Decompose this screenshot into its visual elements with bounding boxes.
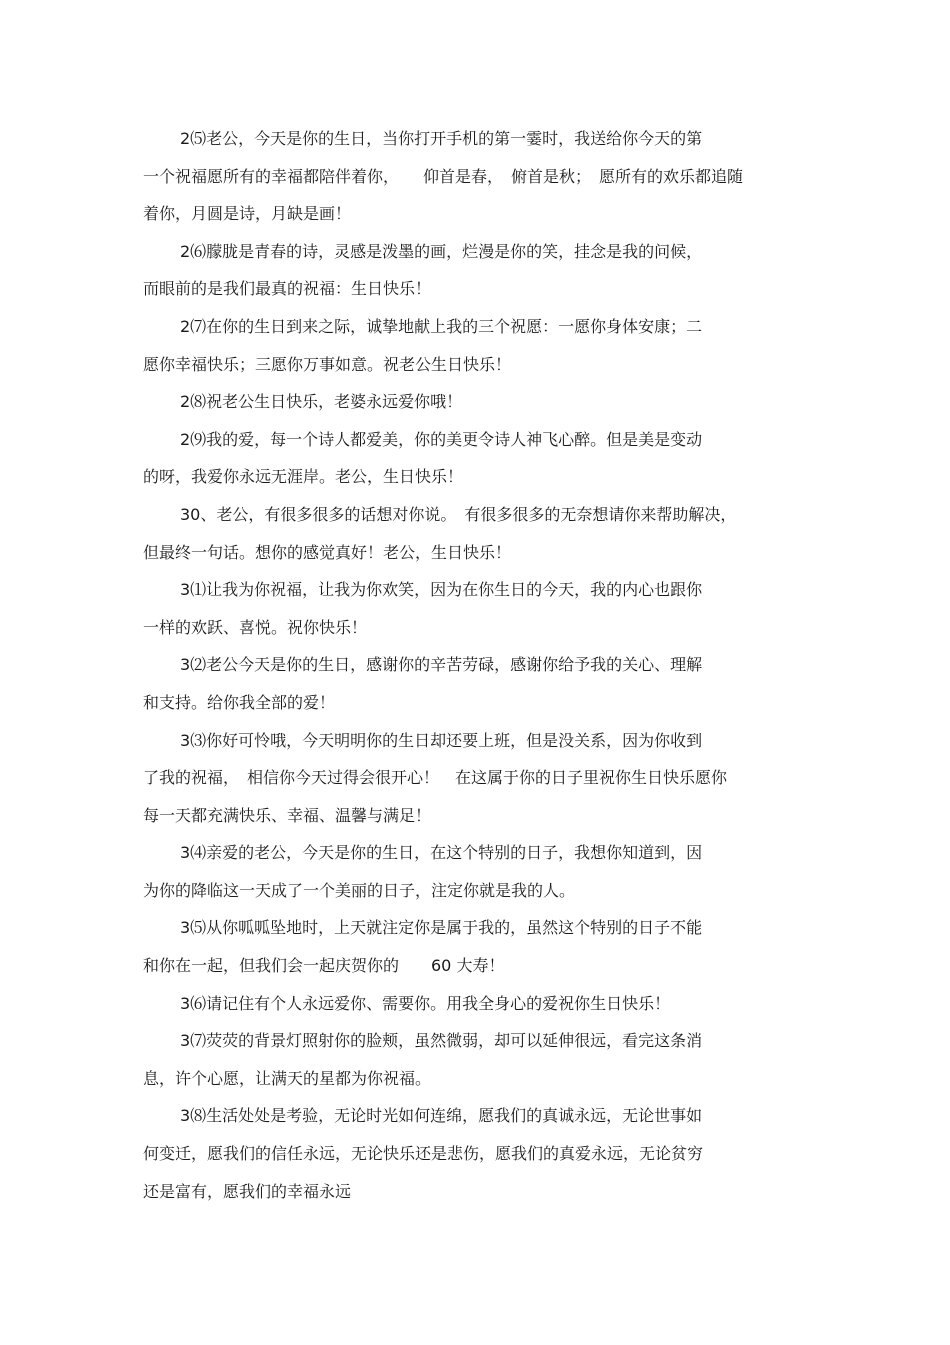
paragraph-34 [143, 834, 808, 909]
paragraph-37 [143, 1022, 808, 1097]
paragraph-31 [143, 571, 808, 646]
text-line: 着你，月圆是诗，月缺是画！ [143, 204, 352, 224]
paragraph-33 [143, 722, 808, 835]
text-line: 每一天都充满快乐、幸福、温馨与满足！ [143, 805, 432, 825]
paragraph-36 [143, 985, 808, 1023]
text-line: 3⑵老公今天是你的生日，感谢你的辛苦劳碌，感谢你给予我的关心、理解 [180, 655, 703, 675]
text-line: 息，许个心愿，让满天的星都为你祝福。 [143, 1068, 432, 1088]
text-line: 2⑻祝老公生日快乐，老婆永远爱你哦！ [180, 392, 463, 412]
paragraph-25 [143, 120, 808, 233]
text-line: 2⑹朦胧是青春的诗，灵感是泼墨的画，烂漫是你的笑，挂念是我的问候， [180, 241, 703, 261]
text-line: 2⑸老公，今天是你的生日，当你打开手机的第一霎时，我送给你今天的第 [180, 129, 703, 148]
document-body [143, 120, 808, 1210]
text-line: 3⑷亲爱的老公，今天是你的生日，在这个特别的日子，我想你知道到，因 [180, 843, 703, 863]
paragraph-30 [143, 496, 808, 571]
text-line: 一样的欢跃、喜悦。祝你快乐！ [143, 617, 368, 637]
text-line: 3⑹请记住有个人永远爱你、需要你。用我全身心的爱祝你生日快乐！ [180, 993, 671, 1013]
text-line: 和你在一起，但我们会一起庆贺你的 60 大寿！ [143, 956, 505, 976]
text-line: 2⑼我的爱，每一个诗人都爱美，你的美更令诗人神飞心醉。但是美是变动 [180, 429, 703, 449]
paragraph-27 [143, 308, 808, 383]
text-line: 3⑶你好可怜哦，今天明明你的生日却还要上班，但是没关系，因为你收到 [180, 730, 703, 750]
paragraph-38 [143, 1097, 808, 1210]
text-line: 的呀，我爱你永远无涯岸。老公，生日快乐！ [143, 467, 464, 487]
text-line: 了我的祝福， 相信你今天过得会很开心！ 在这属于你的日子里祝你生日快乐愿你 [143, 768, 728, 788]
text-line: 3⑻生活处处是考验，无论时光如何连绵，愿我们的真诚永远，无论世事如 [180, 1106, 703, 1126]
text-line: 30、老公，有很多很多的话想对你说。 有很多很多的无奈想请你来帮助解决， [180, 504, 737, 524]
text-line: 何变迁，愿我们的信任永远，无论快乐还是悲伤，愿我们的真爱永远，无论贫穷 [143, 1144, 704, 1164]
text-line: 3⑴让我为你祝福，让我为你欢笑，因为在你生日的今天，我的内心也跟你 [180, 580, 703, 600]
text-line: 3⑺荧荧的背景灯照射你的脸颊，虽然微弱，却可以延伸很远，看完这条消 [180, 1031, 703, 1051]
paragraph-35 [143, 909, 808, 984]
paragraph-26 [143, 233, 808, 308]
text-line: 2⑺在你的生日到来之际，诚挚地献上我的三个祝愿：一愿你身体安康；二 [180, 316, 703, 336]
text-line: 而眼前的是我们最真的祝福：生日快乐！ [143, 279, 432, 299]
text-line: 为你的降临这一天成了一个美丽的日子，注定你就是我的人。 [143, 880, 576, 900]
paragraph-29 [143, 421, 808, 496]
paragraph-32 [143, 646, 808, 721]
text-line: 愿你幸福快乐；三愿你万事如意。祝老公生日快乐！ [143, 354, 512, 374]
text-line: 还是富有，愿我们的幸福永远 [143, 1181, 352, 1201]
text-line: 一个祝福愿所有的幸福都陪伴着你， 仰首是春， 俯首是秋； 愿所有的欢乐都追随 [143, 166, 744, 186]
paragraph-28 [143, 383, 808, 421]
text-line: 3⑸从你呱呱坠地时，上天就注定你是属于我的，虽然这个特别的日子不能 [180, 918, 703, 938]
text-line: 和支持。给你我全部的爱！ [143, 692, 336, 712]
text-line: 但最终一句话。想你的感觉真好！老公，生日快乐！ [143, 542, 512, 562]
